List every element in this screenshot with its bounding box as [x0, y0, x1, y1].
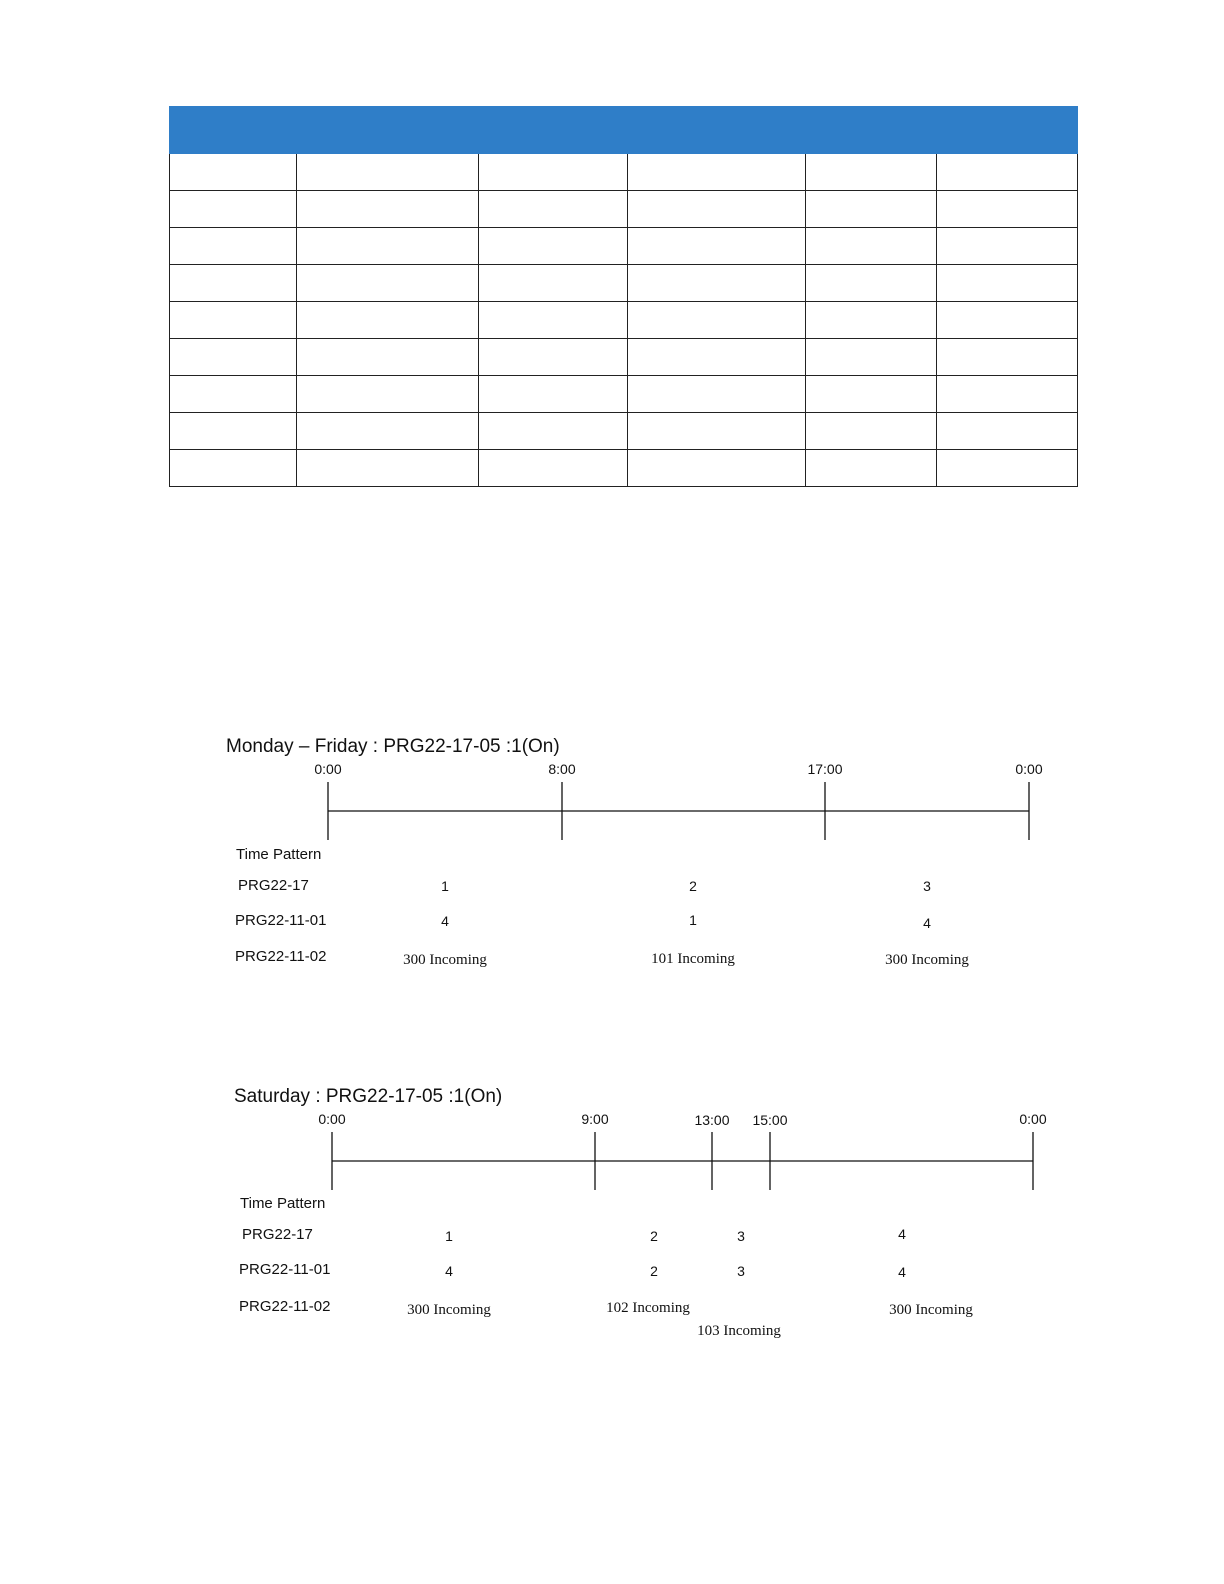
saturday-cell: 4: [445, 1263, 453, 1279]
table-cell: [628, 228, 806, 265]
saturday-cell: 1: [445, 1228, 453, 1244]
table-cell: [628, 191, 806, 228]
saturday-row-label: PRG22-11-01: [239, 1261, 331, 1278]
table-cell: [806, 376, 937, 413]
table-row: [170, 376, 1078, 413]
table-cell: [937, 228, 1078, 265]
table-cell: [806, 228, 937, 265]
table-row: [170, 413, 1078, 450]
table-cell: [806, 450, 937, 487]
saturday-time-label: 0:00: [1019, 1111, 1047, 1127]
table-cell: [937, 450, 1078, 487]
saturday-cell: 300 Incoming: [889, 1302, 973, 1318]
table-cell: [479, 191, 628, 228]
table-cell: [479, 376, 628, 413]
weekday-time-label: 17:00: [807, 761, 843, 777]
table-cell: [479, 450, 628, 487]
weekday-cell: 4: [923, 915, 931, 931]
table-cell: [628, 302, 806, 339]
saturday-cell: 300 Incoming: [407, 1302, 491, 1318]
saturday-cell: 102 Incoming: [606, 1300, 690, 1316]
table-cell: [628, 154, 806, 191]
weekday-row-label: PRG22-11-02: [235, 948, 327, 965]
table-cell: [628, 265, 806, 302]
saturday-title: Saturday : PRG22-17-05 :1(On): [234, 1086, 503, 1107]
weekday-row-label: PRG22-11-01: [235, 912, 327, 929]
table-body: [170, 154, 1078, 487]
table-cell: [297, 154, 479, 191]
table-cell: [628, 450, 806, 487]
table-cell: [806, 191, 937, 228]
table-cell: [170, 413, 297, 450]
saturday-cell: 3: [737, 1263, 745, 1279]
saturday-pattern-heading: Time Pattern: [240, 1195, 326, 1212]
table-cell: [806, 339, 937, 376]
table-row: [170, 191, 1078, 228]
saturday-cell: 103 Incoming: [697, 1323, 781, 1339]
table-cell: [806, 154, 937, 191]
table-cell: [806, 302, 937, 339]
weekday-row-label: PRG22-17: [238, 877, 309, 894]
table-cell: [937, 376, 1078, 413]
table-cell: [937, 302, 1078, 339]
saturday-row-label: PRG22-11-02: [239, 1298, 331, 1315]
table-cell: [170, 302, 297, 339]
table-cell: [479, 228, 628, 265]
table-cell: [628, 376, 806, 413]
weekday-cell: 300 Incoming: [403, 952, 487, 968]
table-header-bar: [170, 107, 1078, 154]
weekday-title: Monday – Friday : PRG22-17-05 :1(On): [226, 736, 560, 757]
saturday-cell: 4: [898, 1226, 906, 1242]
table-cell: [806, 413, 937, 450]
table-cell: [628, 339, 806, 376]
table-cell: [170, 265, 297, 302]
table-cell: [628, 413, 806, 450]
table-cell: [297, 265, 479, 302]
saturday-row-label: PRG22-17: [242, 1226, 313, 1243]
table-cell: [297, 339, 479, 376]
table-cell: [297, 302, 479, 339]
weekday-time-label: 0:00: [314, 761, 342, 777]
table-cell: [170, 376, 297, 413]
saturday-time-label: 0:00: [318, 1111, 346, 1127]
weekday-timeline-diagram: [0, 730, 1224, 990]
table-cell: [937, 413, 1078, 450]
table-cell: [479, 413, 628, 450]
table-cell: [479, 302, 628, 339]
saturday-cell: 3: [737, 1228, 745, 1244]
table-row: [170, 450, 1078, 487]
weekday-cell: 1: [441, 878, 449, 894]
table-cell: [297, 376, 479, 413]
table-row: [170, 154, 1078, 191]
table-row: [170, 265, 1078, 302]
table-row: [170, 339, 1078, 376]
saturday-cell: 2: [650, 1263, 658, 1279]
table-cell: [297, 413, 479, 450]
weekday-time-label: 8:00: [548, 761, 576, 777]
table-cell: [479, 339, 628, 376]
table-cell: [937, 154, 1078, 191]
saturday-time-label: 15:00: [752, 1112, 788, 1128]
saturday-cell: 2: [650, 1228, 658, 1244]
saturday-timeline-diagram: [0, 1080, 1224, 1360]
saturday-time-label: 9:00: [581, 1111, 609, 1127]
weekday-cell: 3: [923, 878, 931, 894]
table-cell: [297, 191, 479, 228]
weekday-pattern-heading: Time Pattern: [236, 846, 322, 863]
table-row: [170, 302, 1078, 339]
table-cell: [479, 154, 628, 191]
table-cell: [170, 228, 297, 265]
table-row: [170, 228, 1078, 265]
table-cell: [170, 450, 297, 487]
table-cell: [297, 228, 479, 265]
table-cell: [170, 339, 297, 376]
table-cell: [937, 339, 1078, 376]
weekday-time-label: 0:00: [1015, 761, 1043, 777]
weekday-cell: 2: [689, 878, 697, 894]
table-cell: [937, 265, 1078, 302]
table-cell: [479, 265, 628, 302]
saturday-time-label: 13:00: [694, 1112, 730, 1128]
weekday-cell: 300 Incoming: [885, 952, 969, 968]
table-cell: [170, 154, 297, 191]
table-cell: [297, 450, 479, 487]
table-header-row: [170, 107, 1078, 154]
weekday-cell: 1: [689, 912, 697, 928]
weekday-cell: 101 Incoming: [651, 951, 735, 967]
table-cell: [170, 191, 297, 228]
weekday-cell: 4: [441, 913, 449, 929]
table-cell: [937, 191, 1078, 228]
saturday-cell: 4: [898, 1264, 906, 1280]
empty-grid-table: [169, 106, 1078, 487]
table-cell: [806, 265, 937, 302]
